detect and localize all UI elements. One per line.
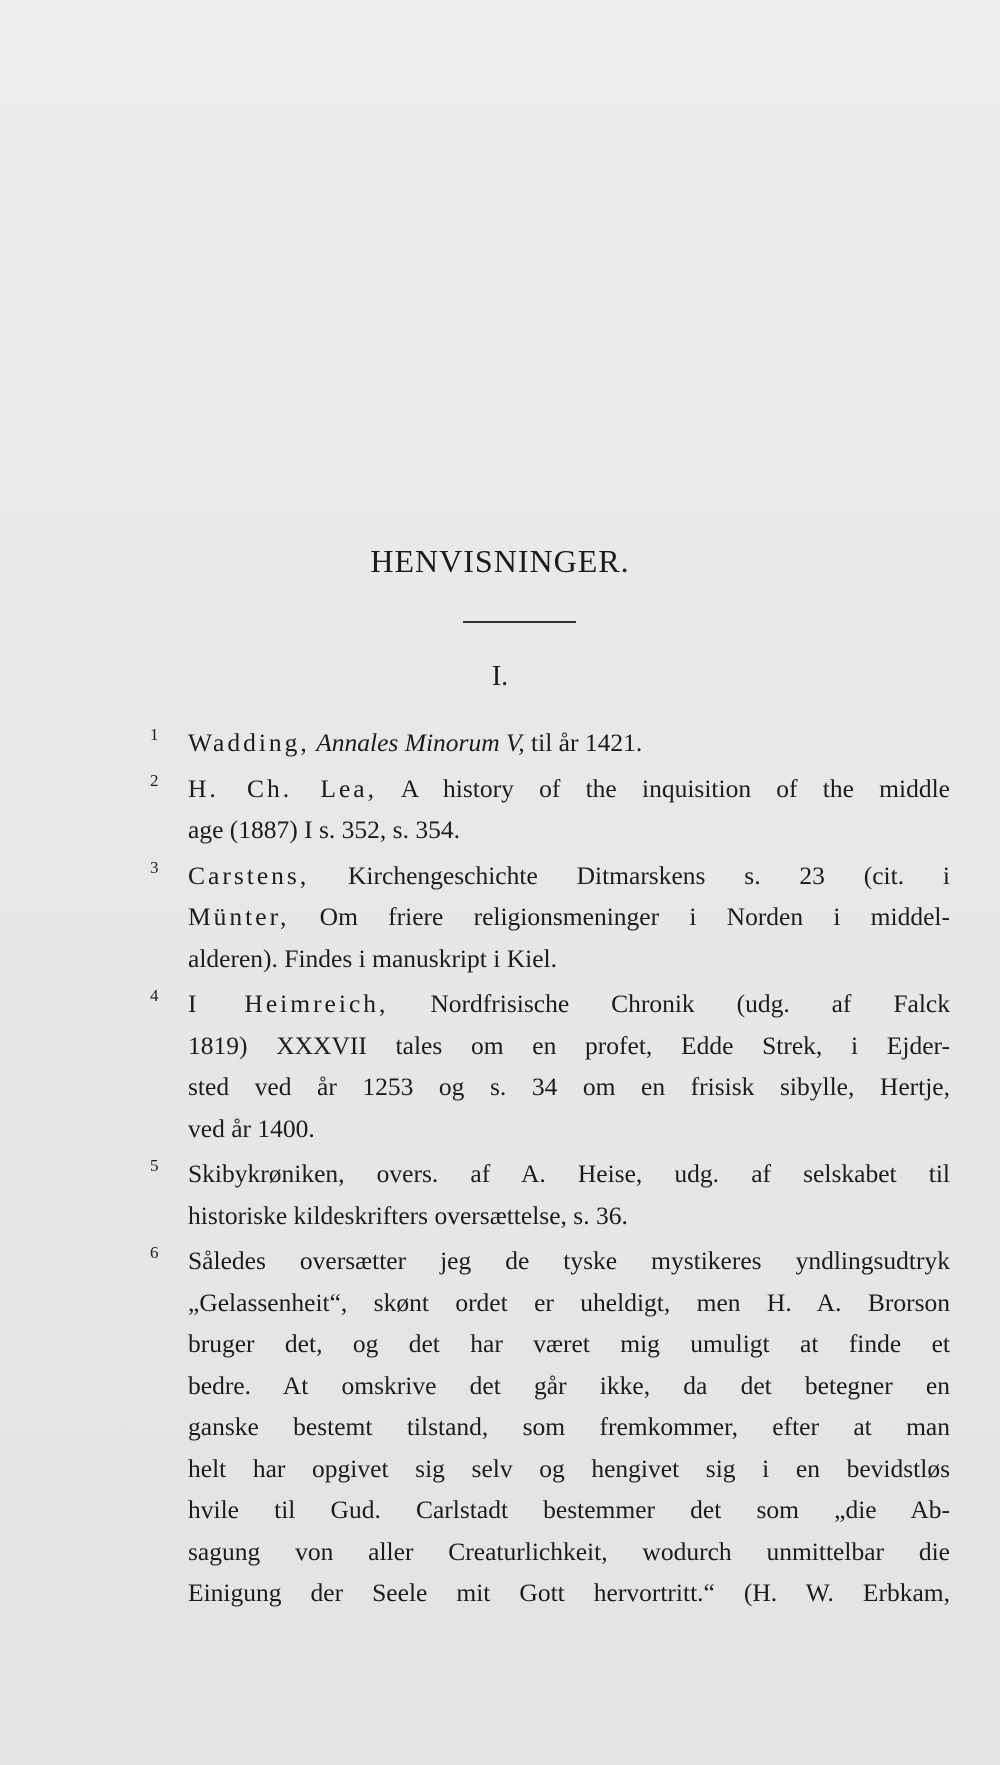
footnote-line: 1819) XXXVII tales om en profet, Edde Strek, i Ejder- <box>188 1030 950 1060</box>
footnote-line <box>188 896 950 938</box>
footnote-number: 4 <box>150 986 159 1005</box>
page-title: HENVISNINGER. <box>370 543 630 579</box>
author-name: Carstens, <box>188 860 310 890</box>
footnote-line: „Gelassenheit“, skønt ordet er uheldigt, men H. A. Brorson <box>188 1287 950 1317</box>
author-name: H. Ch. Lea, <box>188 773 377 803</box>
footnote-text: Kirchengeschichte Ditmarskens s. 23 (cit. i <box>309 860 950 890</box>
footnote <box>150 855 950 980</box>
footnote-line <box>188 983 950 1025</box>
footnote-line: ganske bestemt tilstand, som fremkommer, efter at man <box>188 1412 950 1441</box>
author-name: Wadding, <box>188 728 310 757</box>
footnote <box>150 722 950 764</box>
work-title: Annales Minorum V, <box>316 728 525 757</box>
footnote-line: alderen). Findes i manuskript i Kiel. <box>188 943 557 973</box>
footnote <box>150 983 950 1149</box>
footnote-number: 6 <box>150 1243 159 1262</box>
footnote <box>150 1153 950 1236</box>
footnote-line: helt har opgivet sig selv og hengivet sig i en bevidstløs <box>188 1453 950 1483</box>
footnote-number: 1 <box>150 725 159 744</box>
title-rule <box>463 621 576 623</box>
footnote-line: bruger det, og det har været mig umuligt at finde et <box>188 1329 950 1358</box>
footnote-number: 2 <box>150 770 159 790</box>
footnote-list <box>150 722 950 1618</box>
footnote-number: 3 <box>150 857 159 877</box>
author-name: I Heimreich, <box>188 989 389 1018</box>
footnote-line: sagung von aller Creaturlichkeit, wodurch unmittelbar die <box>188 1536 950 1566</box>
footnote-line: age (1887) I s. 352, s. 354. <box>188 815 460 844</box>
footnote-line: sted ved år 1253 og s. 34 om en frisisk sibylle, Hertje, <box>188 1072 950 1101</box>
author-name: Münter, <box>188 902 290 931</box>
footnote-line: Einigung der Seele mit Gott hervortritt.“ (H. W. Erbkam, <box>188 1578 950 1607</box>
section-numeral: I. <box>491 661 509 692</box>
footnote-line: historiske kildeskrifters oversættelse, s. 36. <box>188 1200 628 1230</box>
footnote-line <box>188 722 950 764</box>
footnote-text: Om friere religionsmeninger i Norden i middel- <box>289 902 950 931</box>
footnote <box>150 1240 950 1614</box>
footnote-number: 5 <box>150 1156 159 1175</box>
footnote-line: Skibykrøniken, overs. af A. Heise, udg. af selskabet til <box>188 1159 950 1188</box>
footnote-line <box>188 855 950 897</box>
footnote-text: A history of the inquisition of the middle <box>376 773 950 803</box>
footnote-line: bedre. At omskrive det går ikke, da det betegner en <box>188 1370 950 1400</box>
footnote-line: ved år 1400. <box>188 1113 315 1143</box>
footnote-line: Således oversætter jeg de tyske mystikeres yndlingsudtryk <box>188 1246 950 1275</box>
footnote-text: til år 1421. <box>524 728 643 757</box>
footnote-line: hvile til Gud. Carlstadt bestemmer det som „die Ab- <box>188 1495 950 1524</box>
footnote-text: Nordfrisische Chronik (udg. af Falck <box>388 989 951 1018</box>
footnote <box>150 768 950 851</box>
footnote-line <box>188 768 950 810</box>
